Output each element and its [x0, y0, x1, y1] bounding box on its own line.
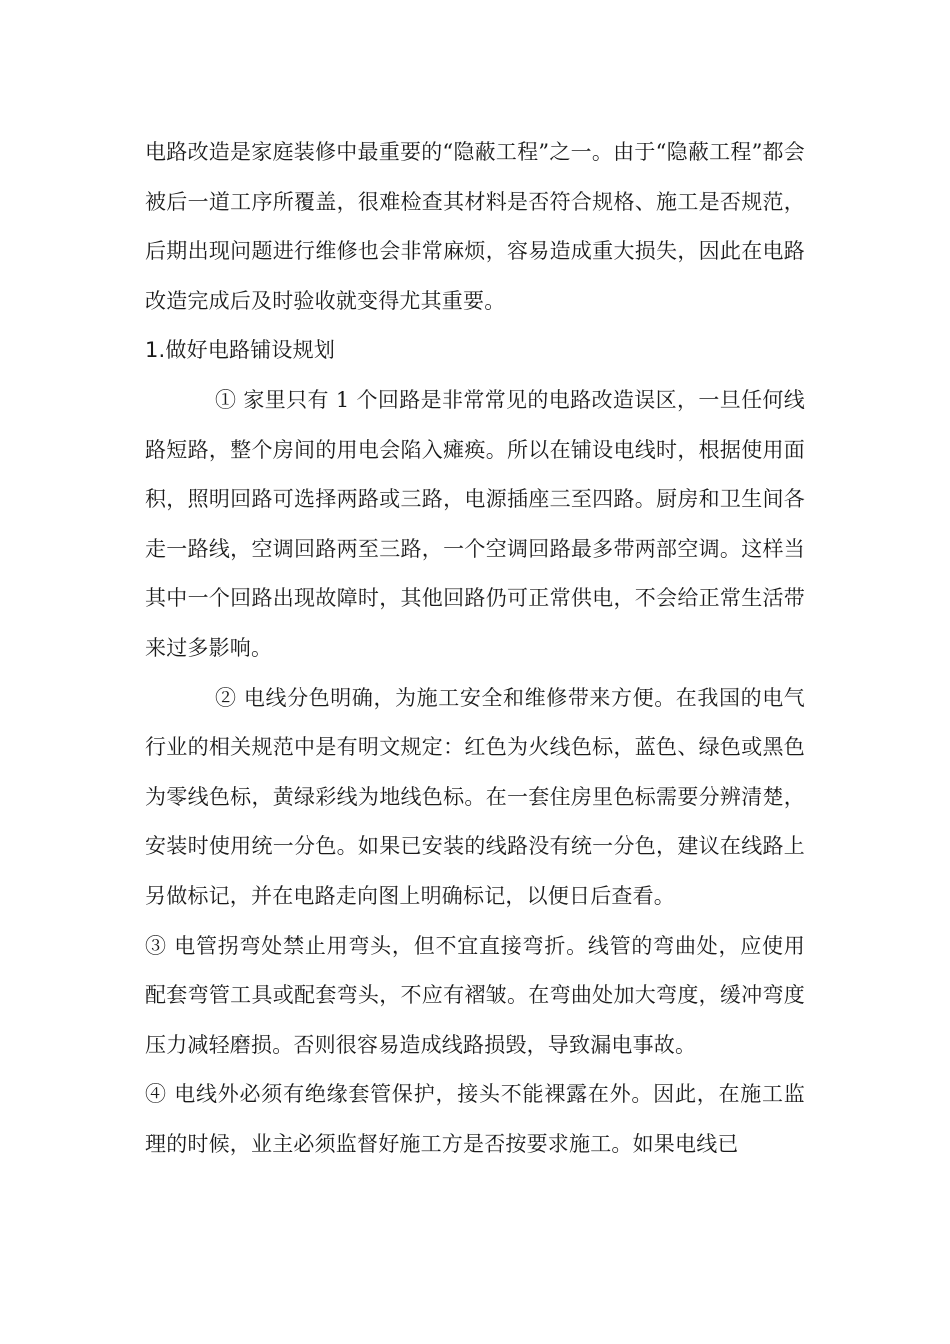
section-heading-wiring-plan: 1.做好电路铺设规划 — [145, 338, 336, 363]
item-paragraph-conduit-bends: ③ 电管拐弯处禁止用弯头，但不宜直接弯折。线管的弯曲处，应使用配套弯管工具或配套弯头，不应有褶皱。在弯曲处加大弯度，缓冲弯度压力减轻磨损。否则很容易造成线路损毁，导致漏电事故。 — [145, 933, 805, 1057]
item-paragraph-insulation: ④ 电线外必须有绝缘套管保护，接头不能裸露在外。因此，在施工监理的时候，业主必须监督好施工方是否按要求施工。如果电线已 — [145, 1082, 805, 1156]
intro-paragraph: 电路改造是家庭装修中最重要的“隐蔽工程”之一。由于“隐蔽工程”都会被后一道工序所覆盖，很难检查其材料是否符合规格、施工是否规范，后期出现问题进行维修也会非常麻烦，容易造成重大损失，因此在电路改造完成后及时验收就变得尤其重要。 — [145, 140, 805, 313]
item-paragraph-circuits: ① 家里只有 1 个回路是非常常见的电路改造误区，一旦任何线路短路，整个房间的用电会陷入瘫痪。所以在铺设电线时，根据使用面积，照明回路可选择两路或三路，电源插座三至四路。厨房和卫生间各走一路线，空调回路两至三路，一个空调回路最多带两部空调。这样当其中一个回路出现故障时，其他回路仍可正常供电，不会给正常生活带来过多影响。 — [145, 387, 805, 660]
item-paragraph-wire-colors: ② 电线分色明确，为施工安全和维修带来方便。在我国的电气行业的相关规范中是有明文规定：红色为火线色标，蓝色、绿色或黑色为零线色标，黄绿彩线为地线色标。在一套住房里色标需要分辨清楚，安装时使用统一分色。如果已安装的线路没有统一分色，建议在线路上另做标记，并在电路走向图上明确标记，以便日后查看。 — [145, 685, 805, 908]
document-body — [145, 128, 805, 1169]
